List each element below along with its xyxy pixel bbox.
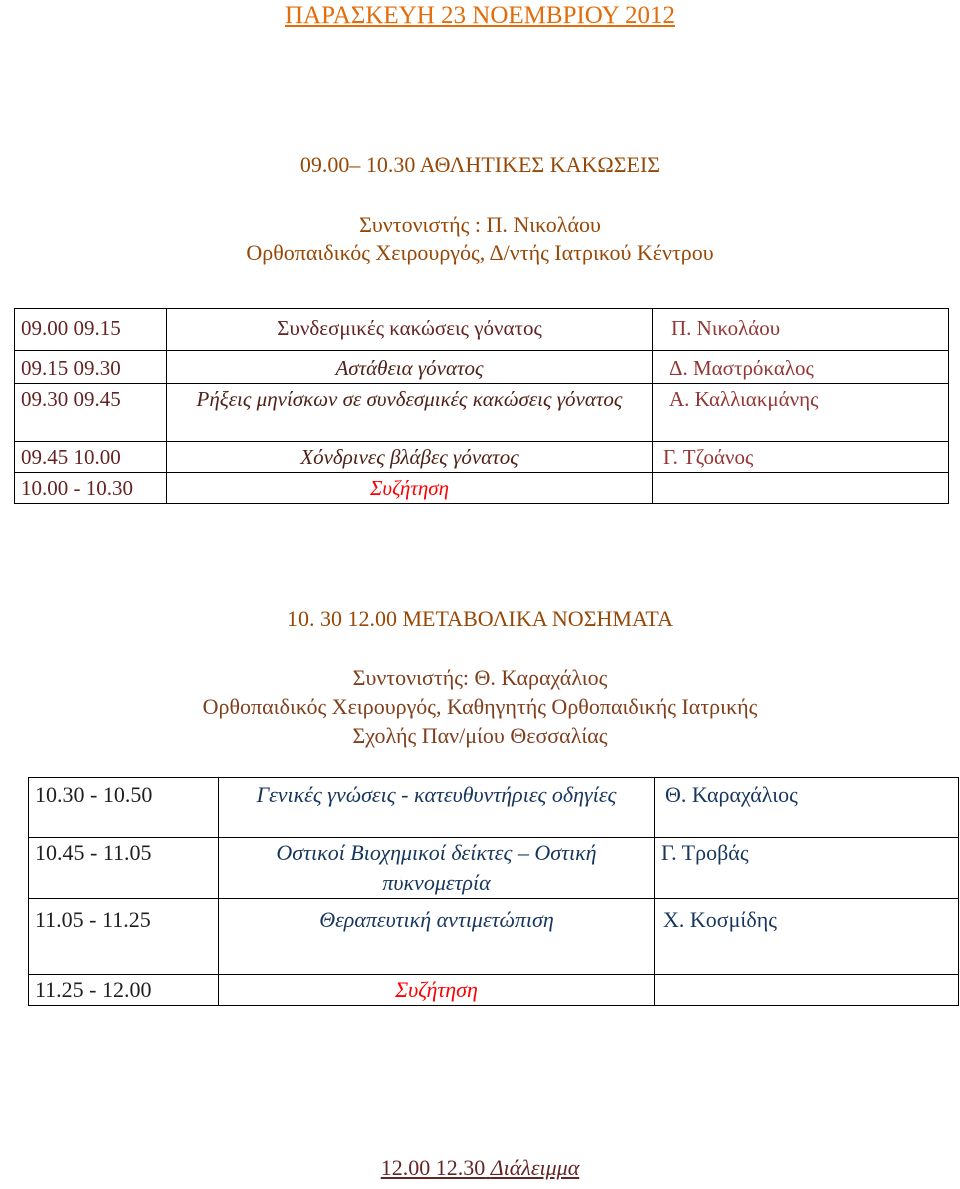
break-line: [0, 1155, 960, 1181]
session1-coordinator-role: Ορθοπαιδικός Χειρουργός, Δ/ντής Ιατρικού Κέντρου: [246, 240, 714, 265]
topic-cell: Θεραπευτική αντιμετώπιση: [219, 899, 655, 975]
time-cell: 11.05 - 11.25: [29, 899, 219, 975]
table-row: [15, 473, 949, 504]
table-row: [29, 899, 959, 975]
session1-heading: 09.00– 10.30 ΑΘΛΗΤΙΚΕΣ ΚΑΚΩΣΕΙΣ: [299, 152, 661, 177]
speaker-cell: Χ. Κοσμίδης: [655, 899, 959, 975]
table-row: [15, 442, 949, 473]
session1-coordinator: Συντονιστής : Π. Νικολάου: [359, 212, 601, 237]
table-row: [15, 309, 949, 351]
session1-table: [14, 308, 949, 504]
speaker-cell: Γ. Τζοάνος: [653, 442, 949, 473]
topic-cell: Οστικοί Βιοχημικοί δείκτες – Οστική πυκνομετρία: [219, 838, 655, 899]
table-row: [15, 384, 949, 442]
speaker-cell: [653, 473, 949, 504]
speaker-cell: Α. Καλλιακμάνης: [653, 384, 949, 442]
time-cell: 10.30 - 10.50: [29, 778, 219, 838]
session2-table: [28, 777, 959, 1006]
topic-cell: Συνδεσμικές κακώσεις γόνατος: [167, 309, 653, 351]
discussion-cell: Συζήτηση: [219, 975, 655, 1006]
speaker-cell: Θ. Καραχάλιος: [655, 778, 959, 838]
discussion-cell: Συζήτηση: [167, 473, 653, 504]
time-cell: 09.15 09.30: [15, 351, 167, 384]
session2-coordinator-role-2: Σχολής Παν/μίου Θεσσαλίας: [352, 723, 608, 748]
table-row: [15, 351, 949, 384]
table-row: [29, 778, 959, 838]
break-label: Διάλειμμα: [490, 1155, 580, 1180]
topic-cell: Αστάθεια γόνατος: [167, 351, 653, 384]
speaker-cell: Γ. Τροβάς: [655, 838, 959, 899]
session2-heading: 10. 30 12.00 ΜΕΤΑΒΟΛΙΚΑ ΝΟΣΗΜΑΤΑ: [287, 606, 673, 631]
speaker-cell: [655, 975, 959, 1006]
speaker-cell: Π. Νικολάου: [653, 309, 949, 351]
topic-cell: Ρήξεις μηνίσκων σε συνδεσμικές κακώσεις γόνατος: [167, 384, 653, 442]
time-cell: 10.00 - 10.30: [15, 473, 167, 504]
time-cell: 10.45 - 11.05: [29, 838, 219, 899]
table-row: [29, 838, 959, 899]
time-cell: 09.30 09.45: [15, 384, 167, 442]
topic-cell: Γενικές γνώσεις - κατευθυντήριες οδηγίες: [219, 778, 655, 838]
break-time: 12.00 12.30: [380, 1155, 486, 1180]
time-cell: 11.25 - 12.00: [29, 975, 219, 1006]
page-title: ΠΑΡΑΣΚΕΥΗ 23 ΝΟΕΜΒΡΙΟΥ 2012: [285, 2, 675, 29]
speaker-cell: Δ. Μαστρόκαλος: [653, 351, 949, 384]
topic-cell: Χόνδρινες βλάβες γόνατος: [167, 442, 653, 473]
time-cell: 09.45 10.00: [15, 442, 167, 473]
session2-coordinator-role-1: Ορθοπαιδικός Χειρουργός, Καθηγητής Ορθοπαιδικής Ιατρικής: [202, 694, 758, 719]
session2-coordinator: Συντονιστής: Θ. Καραχάλιος: [352, 665, 608, 690]
table-row: [29, 975, 959, 1006]
time-cell: 09.00 09.15: [15, 309, 167, 351]
